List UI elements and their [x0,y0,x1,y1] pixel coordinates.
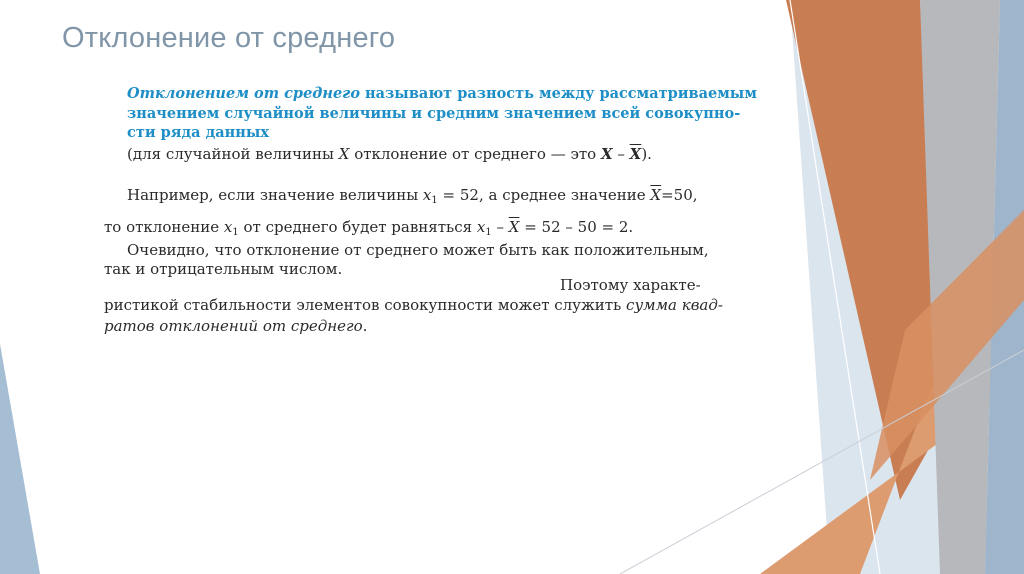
example-line-2 [104,220,633,238]
formula-minus: – [491,218,509,236]
expr-xbar: $\overline{X}$ [629,145,642,163]
definition-line-2: значением случайной величины и средним значением всей совокупно- [127,105,741,122]
formula-xbar: $\overline{X}$ [508,218,520,236]
example1-xbar: $\overline{X}$ [650,186,662,204]
definition-line-3: сти ряда данных [127,124,270,141]
example2-pre: то отклонение [104,218,224,236]
formula-sub: 1 [485,227,492,238]
formula-result: = 52 – 50 = 2. [519,218,634,236]
example1-var: x [422,186,432,204]
example-line-1 [127,188,698,206]
slide-title: Отклонение от среднего [62,22,396,54]
therefore-line-2-italic: сумма квад- [626,296,723,314]
obvious-line-2: так и отрицательным числом. [104,260,343,278]
therefore-line-3-end: . [362,317,368,335]
definition-line-1-rest: называют разность между рассматриваемым [360,85,757,102]
paren-var: X [338,145,350,163]
paren-note [127,147,652,162]
therefore-line-2-pre: ристикой стабильности элементов совокупности может служить [104,296,627,314]
therefore-line-1: Поэтому характе- [560,276,701,294]
therefore-line-3-italic: ратов отклонений от среднего [104,317,363,335]
paren-close: ). [641,145,652,163]
definition-line-1 [127,87,757,102]
example1-val: =50, [661,186,698,204]
therefore-line-2 [104,298,723,313]
example1-eq: = 52, а среднее значение [437,186,651,204]
example1-pre: Например, если значение величины [127,186,423,204]
example2-sub: 1 [232,227,239,238]
example2-mid: от среднего будет равняться [238,218,477,236]
expr-x: X [600,145,613,163]
example1-sub: 1 [431,195,438,206]
paren-mid: отклонение от среднего — это [349,145,601,163]
formula-x: x [476,218,486,236]
obvious-line-1: Очевидно, что отклонение от среднего может быть как положительным, [127,241,709,259]
example2-var: x [223,218,233,236]
expr-minus: – [612,145,630,163]
definition-term: Отклонением от среднего [127,85,360,102]
paren-open: (для случайной величины [127,145,339,163]
therefore-line-3 [104,319,367,334]
